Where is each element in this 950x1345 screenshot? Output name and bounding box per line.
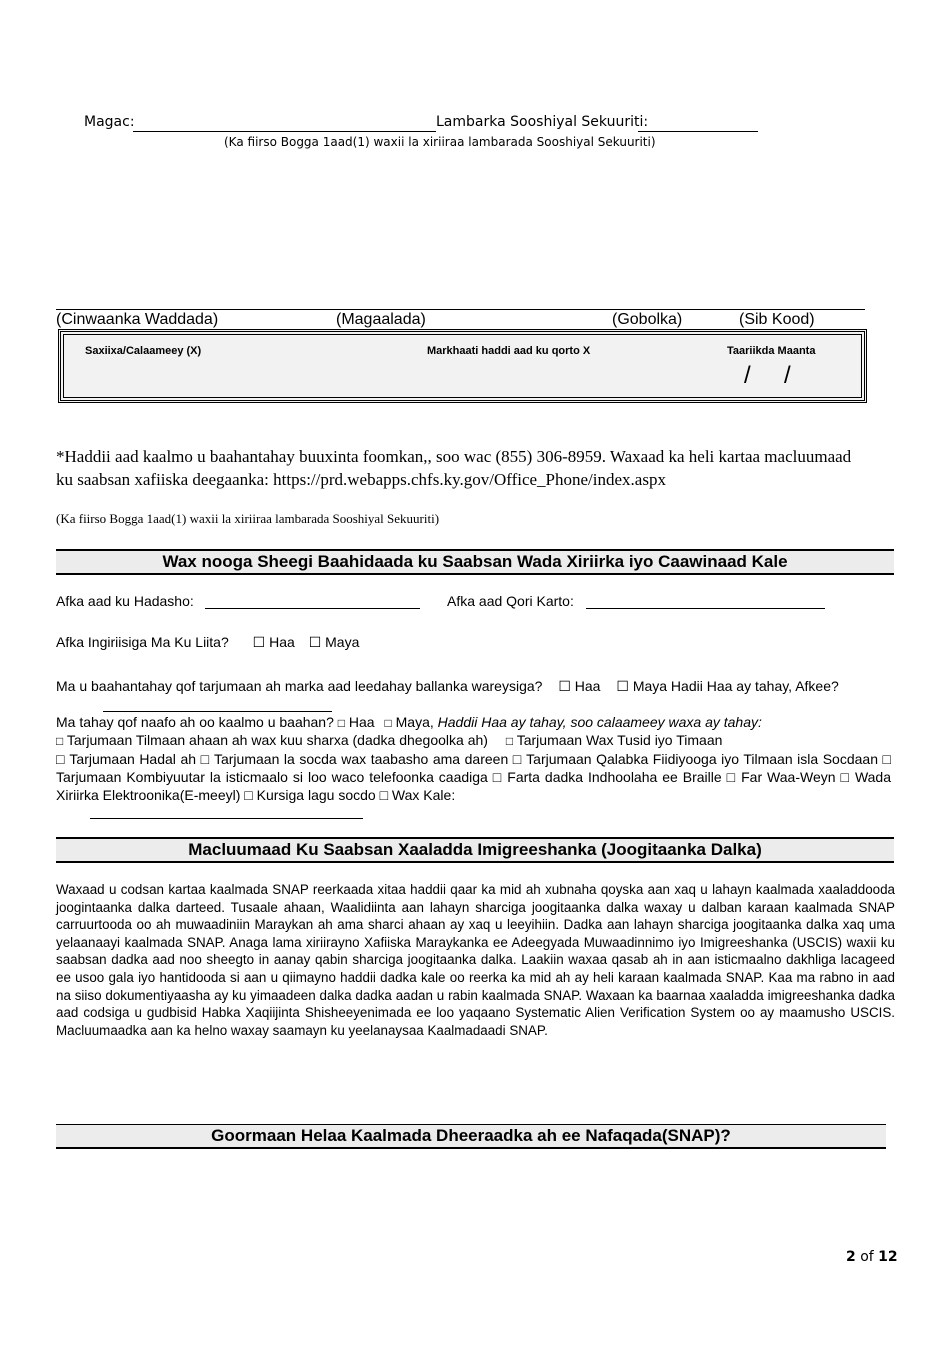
spoken-language-label: Afka aad ku Hadasho: [56, 593, 194, 609]
zip-label: (Sib Kood) [739, 311, 815, 328]
helper-no-label: Maya, [395, 714, 434, 730]
helper-no-checkbox[interactable]: □ [384, 716, 392, 730]
address-line[interactable] [56, 309, 865, 310]
helper-q-text: Ma tahay qof naafo ah oo kaalmo u baahan? [56, 714, 334, 730]
written-language-label: Afka aad Qori Karto: [447, 593, 574, 609]
helper-yes-label: Haa [348, 714, 375, 730]
name-field[interactable] [133, 131, 436, 132]
helper-note: Haddii Haa ay tahay, soo calaameey waxa ay tahay: [437, 714, 762, 730]
interpreter-question [56, 677, 888, 695]
city-label: (Magaalada) [336, 311, 426, 328]
date-slashes[interactable]: / / [744, 362, 791, 389]
snap-title: Goormaan Helaa Kaalmada Dheeraadka ah ee Nafaqada(SNAP)? [56, 1124, 886, 1149]
ssn-field[interactable] [638, 131, 758, 132]
immigration-title: Macluumaad Ku Saabsan Xaaladda Imigreeshanka (Joogitaanka Dalka) [56, 837, 894, 863]
english-question [56, 634, 359, 651]
interpreter-yes-label: Haa [574, 678, 601, 694]
option-sign-label: Tarjumaan Tilmaan ahaan ah wax kuu sharxa (dadka dhegoolka ah) [66, 732, 488, 748]
interpreter-q-text: Ma u baahantahay qof tarjumaan ah marka aad leedahay ballanka wareysiga? [56, 678, 543, 694]
date-label: Taariikda Maanta [727, 345, 816, 357]
helper-yes-checkbox[interactable]: □ [337, 716, 346, 730]
page-current: 2 [846, 1249, 856, 1265]
page-of: of [860, 1249, 874, 1265]
name-label: Magac: [84, 114, 135, 130]
written-language-field[interactable] [586, 608, 825, 609]
state-label: (Gobolka) [612, 311, 683, 328]
signature-label: Saxiixa/Calaameey (X) [85, 345, 202, 357]
interpreter-language-field[interactable] [103, 711, 332, 712]
option-visual-checkbox[interactable]: □ [505, 734, 514, 748]
english-label: Afka Ingiriisiga Ma Ku Liita? [56, 634, 229, 650]
other-field[interactable] [90, 818, 363, 819]
page-total: 12 [878, 1249, 898, 1265]
ssn-note: (Ka fiirso Bogga 1aad(1) waxii la xiriiraa lambarada Sooshiyal Sekuuriti) [224, 135, 656, 149]
street-label: (Cinwaanka Waddada) [56, 311, 219, 328]
immigration-body [56, 881, 895, 1039]
immigration-text: Waxaad u codsan kartaa kaalmada SNAP reerkaada xitaa haddii qaar ka mid ah xubnaha qoyska aan xaq u lahayn kaalmada xaaladdooda joogintaanka dalka darteed. Tusaale ahaan, Waalidiinta aan lahayn sharciga joogitaanka dalka waxay u dalban karaan kaalmada SNAP carruurtooda oo ah muwaadiniin Maraykan ah ama sharci ahaan ay xaq u leeyihiin. Dadka aan lahayn sharciga joogitaanka dalka xaq uma yelaanaayi kaalmada SNAP. Anaga lama xiriirayno Xafiiska Maraykanka ee Adeegyada Muwaadinnimo iyo Imigreeshanka (USCIS) waxii ku saabsan dadka aad noo sheegto in aanay qabin sharciga joogitaanka dalka. Laakiin waxaa qasab ah in aan isticmaalno dakhliga lacageed ee usoo gala iyo hantidooda si aan u qiimayno haddii dadka kale oo reerka ka mid ah ay heli karaan kaalmada SNAP. Kaa ma rabno in aad na siiso dokumentiyaasha ay ku yimaadeen dalka dadka aadan u rabin kaalmada SNAP. Waxaan ka baarnaa xaaladda imigreeshanka dadka aad codsiga u gudbisid Habka Xaqiijinta Shisheeyenimada ee loo yaqaano Systematic Alien Verification System oo ay maamusho USCIS. Macluumaadka aan ka helno waxay saamayn ku yeelanaysaa Kaalmadaadi SNAP. [56, 882, 895, 1038]
helper-question [56, 714, 896, 730]
option-visual-label: Tarjumaan Wax Tusid iyo Timaan [516, 732, 723, 748]
spoken-language-field[interactable] [205, 608, 420, 609]
communication-title: Wax nooga Sheegi Baahidaada ku Saabsan Wada Xiriirka iyo Caawinaad Kale [56, 549, 894, 575]
option-sign-checkbox[interactable]: □ [56, 734, 64, 748]
options-line-1 [56, 732, 722, 748]
interpreter-yes-checkbox[interactable]: ☐ [558, 678, 571, 694]
help-note: (Ka fiirso Bogga 1aad(1) waxii la xiriiraa lambarada Sooshiyal Sekuuriti) [56, 511, 440, 526]
witness-label: Markhaati haddi aad ku qorto X [427, 345, 591, 357]
page-number [846, 1249, 898, 1265]
english-yes-label: Haa [269, 634, 295, 650]
english-yes-checkbox[interactable]: ☐ [252, 634, 266, 650]
options-text: □ Tarjumaan Hadal ah □ Tarjumaan la socda wax taabasho ama dareen □ Tarjumaan Qalabka Fiidiyooga iyo Tilmaan isla Socdaan □ Tarjumaan Kombiyuutar la isticmaalo si loo waco telefoonka caadiga □ Farta dadka Indhoolaha ee Braille □ Far Waa-Weyn □ Wada Xiriirka Elektroonika(E-meeyl) □ Kursiga lagu socdo □ Wax Kale: [56, 751, 891, 803]
interpreter-no-checkbox[interactable]: ☐ [616, 678, 629, 694]
english-no-label: Maya [325, 634, 360, 650]
interpreter-no-label: Maya Hadii Haa ay tahay, Afkee? [632, 678, 839, 694]
ssn-label: Lambarka Sooshiyal Sekuuriti: [436, 114, 649, 130]
options-block[interactable] [56, 750, 891, 804]
help-text: *Haddii aad kaalmo u baahantahay buuxinta foomkan,, soo wac (855) 306-8959. Waxaad ka heli kartaa macluumaad ku saabsan xafiiska deegaanka: https://prd.webapps.chfs.ky.gov/Office_Phone/index.aspx [56, 447, 852, 489]
english-no-checkbox[interactable]: ☐ [308, 634, 322, 650]
